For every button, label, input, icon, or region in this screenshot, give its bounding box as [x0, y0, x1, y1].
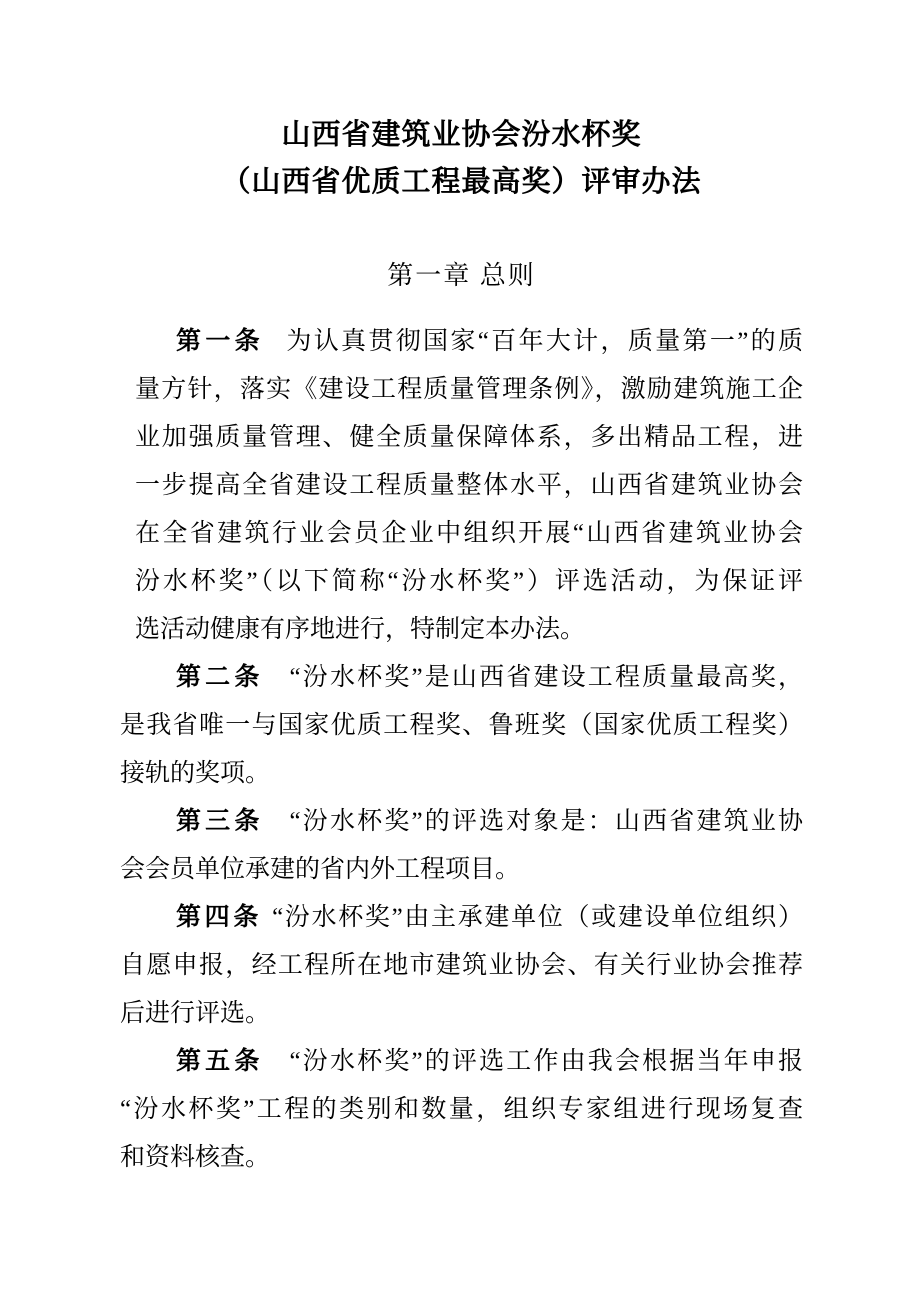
label-gap	[264, 348, 284, 349]
label-gap	[264, 1068, 290, 1069]
article-3-line-2: 会会员单位承建的省内外工程项目。	[120, 856, 521, 883]
article-5-label: 第五条	[176, 1048, 264, 1075]
article-5-line-2: “汾水杯奖”工程的类别和数量，组织专家组进行现场复查	[120, 1096, 803, 1123]
article-3-line-1	[120, 798, 803, 846]
article-4-line-3: 后进行评选。	[120, 1000, 271, 1027]
document-body	[120, 318, 803, 1182]
label-gap	[264, 828, 290, 829]
document-title	[120, 112, 803, 206]
label-gap	[262, 924, 272, 925]
article-5	[120, 1038, 803, 1182]
article-3-label: 第三条	[176, 808, 264, 835]
label-gap	[264, 684, 290, 685]
article-5-line-3: 和资料核查。	[120, 1144, 271, 1171]
article-4-line-2: 自愿申报，经工程所在地市建筑业协会、有关行业协会推荐	[120, 952, 803, 979]
article-5-line-1-text: “汾水杯奖”的评选工作由我会根据当年申报	[289, 1048, 803, 1075]
article-1-label: 第一条	[176, 328, 265, 355]
article-3	[120, 798, 803, 894]
article-2-line-2: 是我省唯一与国家优质工程奖、鲁班奖（国家优质工程奖）	[120, 712, 803, 739]
article-1-line-5: 在全省建筑行业会员企业中组织开展“山西省建筑业协会	[135, 520, 803, 547]
article-2-line-1	[120, 654, 803, 702]
article-2	[120, 654, 803, 798]
article-4-line-1-text: “汾水杯奖”由主承建单位（或建设单位组织）	[272, 904, 803, 931]
article-2-line-3: 接轨的奖项。	[120, 760, 271, 787]
article-2-label: 第二条	[176, 664, 264, 691]
article-1-line-7: 选活动健康有序地进行，特制定本办法。	[135, 616, 586, 643]
article-1-line-1	[120, 318, 803, 366]
article-5-line-1	[120, 1038, 803, 1086]
article-4-line-1	[120, 894, 803, 942]
article-1-line-4: 一步提高全省建设工程质量整体水平，山西省建筑业协会	[135, 472, 803, 499]
article-3-line-1-text: “汾水杯奖”的评选对象是：山西省建筑业协	[289, 808, 803, 835]
article-1-line-1-text: 为认真贯彻国家“百年大计，质量第一”的质	[284, 328, 803, 355]
title-line-2: （山西省优质工程最高奖）评审办法	[221, 166, 702, 198]
title-line-1: 山西省建筑业协会汾水杯奖	[281, 119, 642, 151]
article-4-label: 第四条	[176, 904, 263, 931]
chapter-heading: 第一章 总则	[387, 261, 536, 290]
article-1-line-6: 汾水杯奖”（以下简称“汾水杯奖”）评选活动，为保证评	[135, 568, 803, 595]
article-2-line-1-text: “汾水杯奖”是山西省建设工程质量最高奖，	[289, 664, 803, 691]
article-1-line-2: 量方针，落实《建设工程质量管理条例》，激励建筑施工企	[135, 376, 803, 403]
article-1	[120, 318, 803, 654]
article-4	[120, 894, 803, 1038]
article-1-line-3: 业加强质量管理、健全质量保障体系，多出精品工程，进	[135, 424, 803, 451]
